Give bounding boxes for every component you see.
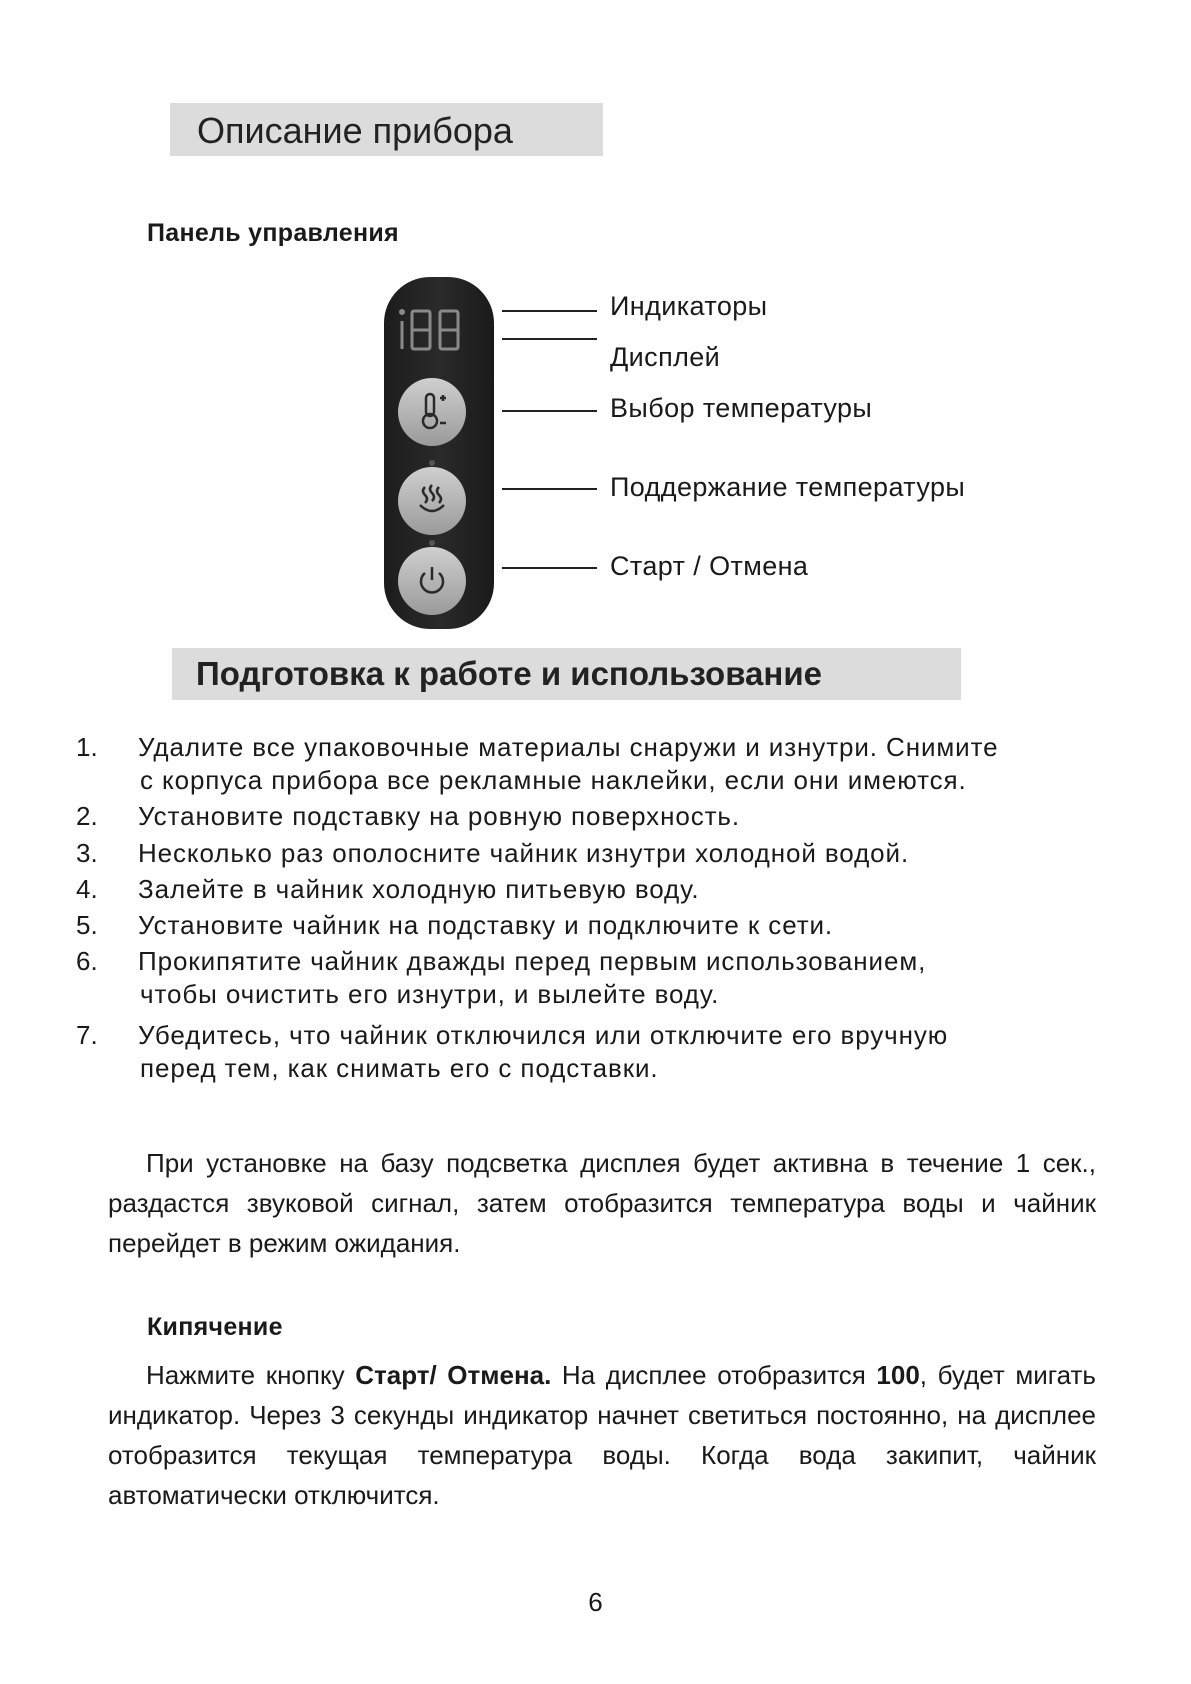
page-number: 6 bbox=[588, 1587, 603, 1617]
step-text: чтобы очистить его изнутри, и вылейте воду. bbox=[140, 979, 720, 1009]
control-panel-illustration bbox=[384, 277, 494, 629]
step-text: Установите подставку на ровную поверхность. bbox=[138, 801, 740, 831]
temperature-value-emphasis: 100 bbox=[876, 1360, 920, 1390]
temperature-select-button bbox=[398, 378, 466, 446]
leader-line-start-cancel bbox=[502, 567, 597, 569]
step-text: Залейте в чайник холодную питьевую воду. bbox=[138, 874, 700, 904]
boiling-text: , будет мигать индикатор. Через 3 секунды индикатор начнет светиться постоянно, на дисплее отобразится текущая температура воды. Когда вода закипит, чайник автоматически отключится. bbox=[108, 1360, 1096, 1510]
step-number: 7. bbox=[76, 1020, 98, 1050]
section-title: Описание прибора bbox=[197, 110, 513, 151]
leader-line-temp-select bbox=[502, 410, 597, 412]
step-text: Несколько раз ополосните чайник изнутри холодной водой. bbox=[138, 838, 910, 868]
step-text: Убедитесь, что чайник отключился или отключите его вручную bbox=[138, 1020, 949, 1050]
step-number: 2. bbox=[76, 801, 98, 831]
boiling-heading: Кипячение bbox=[147, 1313, 283, 1341]
boiling-text: На дисплее отобразится bbox=[551, 1360, 877, 1390]
section-title: Подготовка к работе и использование bbox=[196, 655, 822, 692]
leader-line-display bbox=[502, 338, 597, 340]
control-panel-heading: Панель управления bbox=[147, 219, 399, 247]
keep-warm-button bbox=[398, 467, 466, 535]
label-keep-warm: Поддержание температуры bbox=[610, 472, 966, 502]
boiling-paragraph bbox=[108, 1355, 1096, 1515]
step-number: 3. bbox=[76, 838, 98, 868]
step-number: 6. bbox=[76, 946, 98, 976]
step-text: перед тем, как снимать его с подставки. bbox=[140, 1053, 659, 1083]
standby-note-paragraph bbox=[108, 1143, 1096, 1263]
start-cancel-button bbox=[398, 547, 466, 615]
label-indicators: Индикаторы bbox=[610, 291, 768, 321]
label-temp-select: Выбор температуры bbox=[610, 393, 873, 423]
leader-line-indicators bbox=[502, 310, 597, 312]
start-indicator bbox=[429, 540, 435, 546]
section-header-preparation bbox=[172, 648, 961, 700]
button-name-emphasis: Старт/ Отмена. bbox=[355, 1360, 552, 1390]
step-text: с корпуса прибора все рекламные наклейки, если они имеются. bbox=[140, 765, 967, 795]
leader-line-keep-warm bbox=[502, 488, 597, 490]
boiling-text: Нажмите кнопку bbox=[146, 1360, 356, 1390]
step-text: Прокипятите чайник дважды перед первым использованием, bbox=[138, 946, 927, 976]
step-text: Установите чайник на подставку и подключите к сети. bbox=[138, 910, 834, 940]
step-number: 5. bbox=[76, 910, 98, 940]
label-start-cancel: Старт / Отмена bbox=[610, 551, 809, 581]
step-number: 1. bbox=[76, 732, 98, 762]
keep-warm-indicator bbox=[429, 460, 435, 466]
section-header-description bbox=[170, 103, 603, 156]
step-text: Удалите все упаковочные материалы снаружи и изнутри. Снимите bbox=[138, 732, 999, 762]
standby-note-text: При установке на базу подсветка дисплея будет активна в течение 1 сек., раздастся звуковой сигнал, затем отобразится температура воды и чайник перейдет в режим ожидания. bbox=[108, 1148, 1096, 1258]
step-number: 4. bbox=[76, 874, 98, 904]
label-display: Дисплей bbox=[610, 342, 721, 372]
